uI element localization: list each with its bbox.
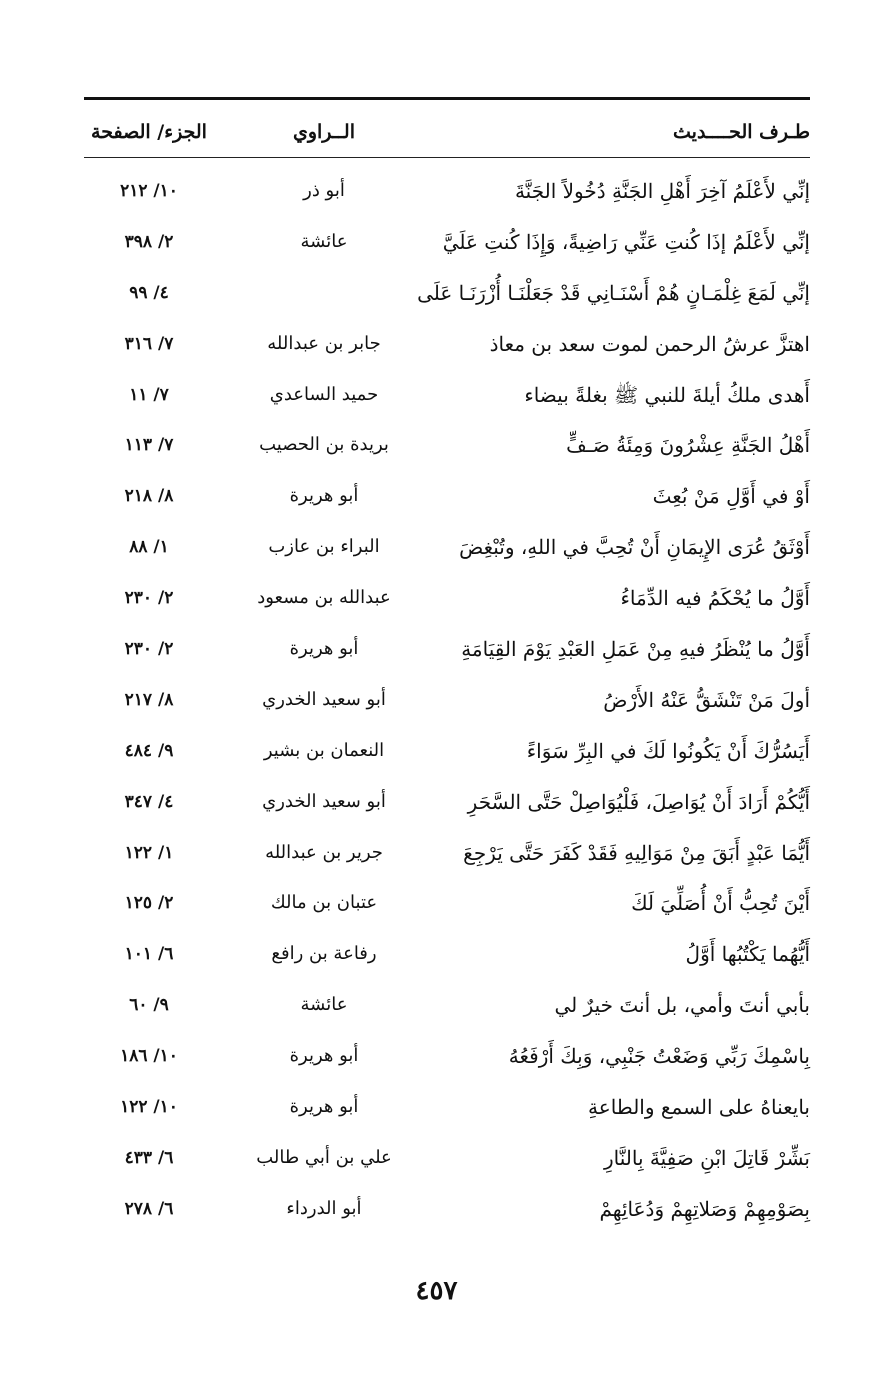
narrator-name: أبو هريرة (289, 1096, 359, 1118)
narrator-name: عتبان بن مالك (270, 892, 378, 914)
table-row (84, 268, 810, 319)
hadith-text: أَيْنَ تُحِبُّ أَنْ أُصَلِّيَ لَكَ (631, 891, 810, 916)
volume-page-ref: ٢/ ١٢٥ (124, 893, 174, 914)
volume-page-ref: ٧/ ١١٣ (124, 435, 174, 456)
hadith-text: أَوَّلُ ما يُنْظَرُ فيهِ مِنْ عَمَلِ العَبْدِ يَوْمَ القِيَامَةِ (461, 637, 810, 662)
table-row (84, 777, 810, 828)
hadith-text: اهتزَّ عرشُ الرحمن لموت سعد بن معاذ (489, 331, 810, 356)
volume-page-ref: ١٠/ ١٢٢ (120, 1097, 178, 1118)
hadith-text: أَهْلُ الجَنَّةِ عِشْرُونَ وَمِئَةُ صَـفٍّ (566, 433, 810, 458)
narrator-name: عائشة (300, 994, 348, 1016)
hadith-text: أَوْثَقُ عُرَى الإِيمَانِ أَنْ تُحِبَّ في اللهِ، وتُبْغِضَ (459, 535, 810, 560)
header-volume-page: الجزء/ الصفحة (91, 121, 207, 143)
hadith-text: أَوَّلُ ما يُحْكَمُ فيه الدِّمَاءُ (620, 586, 810, 611)
table-row (84, 675, 810, 726)
narrator-name: رفاعة بن رافع (271, 943, 377, 965)
volume-page-ref: ١٠/ ٢١٢ (120, 181, 178, 201)
volume-page-ref: ٢/ ٢٣٠ (124, 639, 174, 660)
hadith-text: بَشِّرْ قَاتِلَ ابْنِ صَفِيَّةَ بِالنَّارِ (604, 1145, 810, 1170)
hadith-text: أَهدى ملكُ أيلةَ للنبي ﷺ بغلةً بيضاء (524, 382, 810, 407)
table-row (84, 1082, 810, 1133)
hadith-text: بِاسْمِكَ رَبِّي وَضَعْتُ جَنْبِي، وَبِكَ أَرْفَعُهُ (508, 1044, 810, 1069)
volume-page-ref: ٦/ ١٠١ (124, 944, 174, 965)
volume-page-ref: ٨/ ٢١٨ (124, 486, 174, 507)
hadith-text: بأبي أنتَ وأمي، بل أنتَ خيرٌ لي (554, 993, 810, 1018)
hadith-text: أَيُّمَا عَبْدٍ أَبَقَ مِنْ مَوَالِيهِ فَقَدْ كَفَرَ حَتَّى يَرْجِعَ (463, 840, 810, 865)
volume-page-ref: ٩/ ٤٨٤ (124, 740, 174, 761)
hadith-text: أولَ مَنْ تَنْشَقُّ عَنْهُ الأَرْضُ (603, 687, 810, 712)
narrator-name: أبو ذر (303, 180, 345, 201)
narrator-name: أبو هريرة (289, 1045, 359, 1067)
hadith-text: بايعناهُ على السمع والطاعةِ (588, 1095, 810, 1120)
table-row (84, 319, 810, 370)
header-rule (84, 157, 810, 158)
table-row (84, 1031, 810, 1082)
table-row (84, 370, 810, 421)
volume-page-ref: ٨/ ٢١٧ (124, 689, 174, 710)
volume-page-ref: ٦/ ٢٧٨ (124, 1198, 174, 1219)
table-row (84, 1184, 810, 1235)
narrator-name: أبو الدرداء (286, 1197, 362, 1219)
table-row (84, 420, 810, 471)
narrator-name: جرير بن عبدالله (265, 841, 383, 863)
narrator-name: عبدالله بن مسعود (257, 587, 391, 609)
volume-page-ref: ٤/ ٩٩ (129, 282, 169, 303)
table-row (84, 980, 810, 1031)
narrator-name: البراء بن عازب (268, 536, 380, 558)
volume-page-ref: ١/ ٨٨ (129, 537, 169, 558)
narrator-name: أبو هريرة (289, 485, 359, 507)
table-row (84, 726, 810, 777)
table-row (84, 217, 810, 268)
hadith-text: أَيَسُرُّكَ أَنْ يَكُونُوا لَكَ في البِرِّ سَوَاءً (526, 738, 810, 763)
top-rule (84, 97, 810, 100)
hadith-text: بِصَوْمِهِمْ وَصَلاتِهِمْ وَدُعَائِهِمْ (599, 1196, 810, 1221)
table-row (84, 522, 810, 573)
hadith-text: أَوْ في أَوَّلِ مَنْ بُعِثَ (652, 484, 810, 509)
table-row (84, 166, 810, 217)
table-row (84, 878, 810, 929)
hadith-text: إنِّي لأَعْلَمُ آخِرَ أَهْلِ الجَنَّةِ دُخُولاً الجَنَّةَ (514, 179, 810, 203)
narrator-name: بريدة بن الحصيب (259, 434, 389, 456)
volume-page-ref: ٢/ ٢٣٠ (124, 588, 174, 609)
table-body (84, 166, 810, 1235)
page-number: ٤٥٧ (415, 1276, 458, 1306)
volume-page-ref: ٤/ ٣٤٧ (124, 791, 174, 812)
narrator-name: أبو سعيد الخدري (262, 790, 386, 812)
table-row (84, 624, 810, 675)
volume-page-ref: ٧/ ١١ (129, 384, 169, 405)
header-narrator: الــراوي (292, 121, 355, 143)
table-row (84, 828, 810, 879)
table-header (84, 112, 810, 152)
narrator-name: أبو هريرة (289, 638, 359, 660)
header-hadith: طـرف الحــــديث (673, 121, 810, 143)
table-row (84, 471, 810, 522)
volume-page-ref: ٩/ ٦٠ (129, 995, 169, 1016)
table-row (84, 1133, 810, 1184)
narrator-name: أبو سعيد الخدري (262, 688, 386, 710)
narrator-name: عائشة (300, 230, 348, 252)
hadith-text: أَيُّهُما يَكْتُبُها أَوَّلُ (685, 942, 810, 967)
volume-page-ref: ١/ ١٢٢ (124, 842, 174, 863)
table-row (84, 573, 810, 624)
volume-page-ref: ٢/ ٣٩٨ (124, 231, 174, 252)
narrator-name (214, 273, 434, 313)
narrator-name: حميد الساعدي (269, 383, 379, 405)
narrator-name: علي بن أبي طالب (256, 1146, 392, 1168)
volume-page-ref: ٦/ ٤٣٣ (124, 1147, 174, 1168)
table-row (84, 929, 810, 980)
volume-page-ref: ٧/ ٣١٦ (124, 333, 174, 354)
hadith-text: أَيُّكُمْ أَرَادَ أَنْ يُوَاصِلَ، فَلْيُوَاصِلْ حَتَّى السَّحَرِ (467, 789, 810, 814)
hadith-text: إنِّي لَمَعَ غِلْمَـانٍ هُمْ أَسْنَـانِي قَدْ جَعَلْنَـا أُزْرَنَـا عَلَى (417, 280, 810, 305)
narrator-name: جابر بن عبدالله (267, 332, 381, 354)
volume-page-ref: ١٠/ ١٨٦ (120, 1046, 178, 1067)
hadith-text: إنِّي لأَعْلَمُ إذَا كُنتِ عَنِّي رَاضِيةً، وَإِذَا كُنتِ عَلَيَّ (442, 229, 810, 254)
narrator-name: النعمان بن بشير (263, 739, 385, 761)
